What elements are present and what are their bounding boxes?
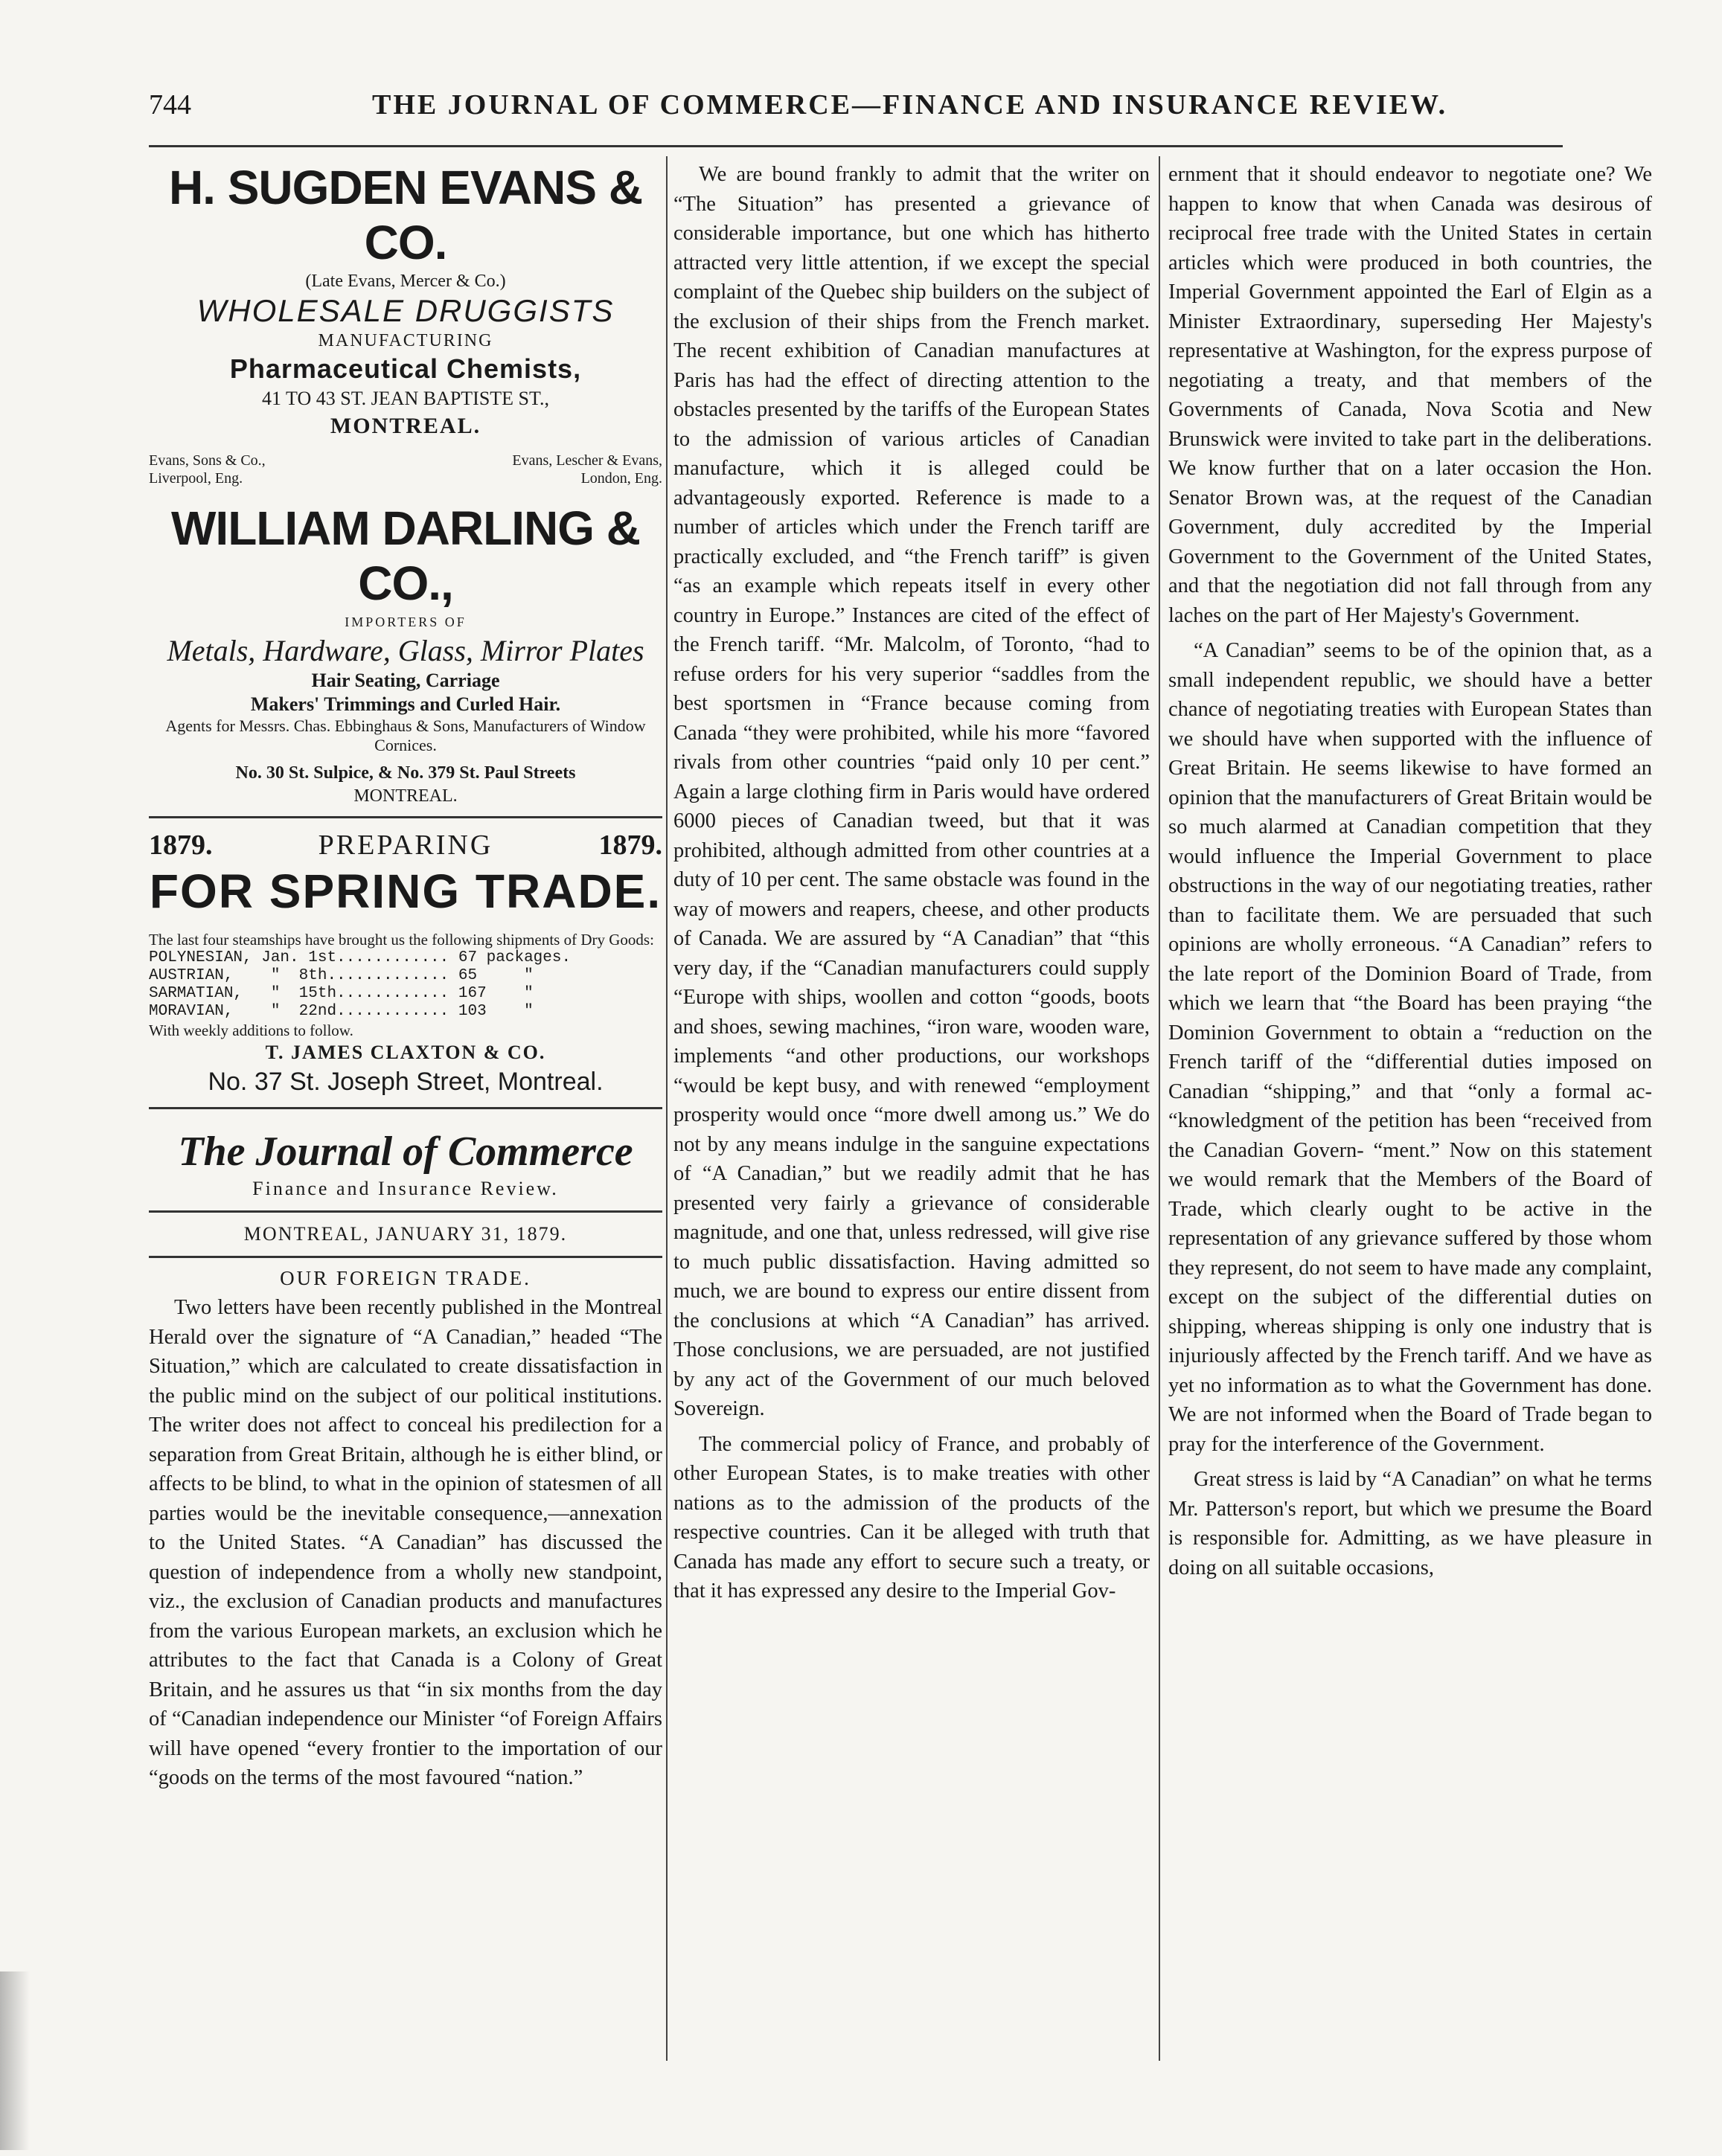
branch-right-name: Evans, Lescher & Evans, xyxy=(512,452,662,469)
ad-former-name: (Late Evans, Mercer & Co.) xyxy=(305,272,506,291)
shipment-item: MORAVIAN, " 22nd............ 103 " xyxy=(149,1003,534,1020)
ad-divider xyxy=(149,816,662,818)
ad-city: MONTREAL. xyxy=(353,786,458,806)
paragraph: “A Canadian” seems to be of the opinion that, as a small independent republic, we should have a better chance of negotiating treaties with European States than we should have when supported with the influence of Great Britain. He seems likewise to have formed an opinion that the manufacturers of Great Britain would be so much alarmed at Canadian competition that they would influence the Imperial Government to place obstructions in the way of our negotiating treaties, rather than to facilitate them. We are persuaded that such opinions are wholly erroneous. “A Canadian” refers to the late report of the Dominion Board of Trade, from which we learn that “the Board has been praying “the Dominion Government to obtain a “reduction on the French tariff of the “differential duties imposed on Canadian “shipping,” and that “only a formal ac- “knowledgment of the petition has been “received from the Canadian Govern- “ment.” Now on this statement we would remark that the Members of the Board of Trade, which clearly ought to be active in the representation of any grievance suffered by those whom they represent, do not seem to have made any complaint, except on the subject of the differential duties on shipping, whereas shipping is only one industry that is injuriously affected by the French tariff. And we have as yet no information as to what the Government has done. We are not informed when the Board of Trade began to pray for the interference of the Government. xyxy=(1168,639,1652,1456)
branch-left-city: Liverpool, Eng. xyxy=(149,470,243,487)
article-column-2 xyxy=(673,160,1150,1606)
dateline: MONTREAL, JANUARY 31, 1879. xyxy=(243,1223,568,1245)
claxton-ad xyxy=(149,827,662,1098)
paragraph: We are bound frankly to admit that the writer on “The Situation” has presented a grievance of considerable importance, but one which has hitherto attracted very little attention, if we except the special complaint of the Quebec ship builders on the subject of the exclusion of their ships from the French market. The recent exhibition of Canadian manufactures at Paris has had the effect of directing attention to the obstacles presented by the tariffs of the European States to the admission of various articles of Canadian manufacture, which it is alleged could be advantageously exported. Reference is made to a number of articles which under the French tariff are practically excluded, and “the French tariff” is given “as an example which repeats itself in every other country in Europe.” Instances are cited of the effect of the French tariff. “Mr. Malcolm, of Toronto, “had to refuse orders for his very superior “saddles from the best sportsmen in “France because coming from Canada “they were prohibited, while his more “favored rivals from other countries “paid only 10 per cent.” Again a large clothing firm in Paris would have ordered 6000 pieces of Canadian tweed, but that it was prohibited, although admitted from other countries at a duty of 10 per cent. The same obstacle was found in the way of mowers and reapers, cheese, and other products of Canada. We are assured by “A Canadian” that “this very day, if the “Canadian manufacturers could supply “Europe with ships, woollen and cotton “goods, boots and shoes, sewing machines, “iron ware, wooden ware, implements “and other productions, our workshops “would be kept busy, and with renewed “employment prosperity would once “more dwell among us.” We do not by any means indulge in the sanguine expectations of “A Canadian,” but we readily admit that he has presented very fairly a grievance of considerable magnitude, and one that, unless redressed, will give rise to much public dissatisfaction. Having admitted so much, we are bound to express our entire dissent from the conclusions at which “A Canadian” has arrived. Those conclusions, we are persuaded, are not justified by any act of the Government of our much beloved Sovereign. xyxy=(673,163,1150,1420)
shipment-item: POLYNESIAN, Jan. 1st............ 67 packages. xyxy=(149,949,572,966)
ad-address: 41 TO 43 ST. JEAN BAPTISTE ST., xyxy=(262,388,549,409)
masthead-rule xyxy=(149,1210,662,1213)
page-number: 744 xyxy=(149,89,191,121)
shipment-list xyxy=(149,949,662,1021)
article-title: OUR FOREIGN TRADE. xyxy=(280,1267,531,1289)
ad-divider xyxy=(149,1107,662,1109)
branch-right-city: London, Eng. xyxy=(580,470,662,487)
preparing-label: PREPARING xyxy=(318,830,493,861)
masthead-subtitle: Finance and Insurance Review. xyxy=(252,1178,559,1199)
year-left: 1879. xyxy=(149,830,213,861)
year-right: 1879. xyxy=(598,830,662,861)
ad-importers: IMPORTERS OF xyxy=(345,615,467,629)
header-rule xyxy=(149,145,1563,147)
ad-trade: WHOLESALE DRUGGISTS xyxy=(196,293,615,328)
masthead xyxy=(149,1127,662,1258)
ad-agents: Agents for Messrs. Chas. Ebbinghaus & Sons, Manufacturers of Window Cornices. xyxy=(165,716,646,754)
additions-note: With weekly additions to follow. xyxy=(149,1021,353,1039)
ad-chemists: Pharmaceutical Chemists, xyxy=(229,353,582,384)
ad-firm-name: WILLIAM DARLING & CO., xyxy=(171,501,640,610)
darling-ad xyxy=(149,501,662,807)
year-row xyxy=(149,827,662,863)
shipment-item: AUSTRIAN, " 8th............. 65 " xyxy=(149,967,534,984)
paragraph: The commercial policy of France, and probably of other European States, is to make treaties with other nations as to the admission of the products of the respective countries. Can it be alleged with truth that Canada has made any effort to secure such a treaty, or that it has expressed any desire to the Imperial Gov- xyxy=(673,1432,1150,1602)
sugden-evans-ad xyxy=(149,160,662,487)
left-column xyxy=(149,160,662,1793)
middle-column xyxy=(673,160,1150,1606)
claxton-firm: T. JAMES CLAXTON & CO. xyxy=(265,1042,546,1063)
article-column-3 xyxy=(1168,160,1652,1582)
spring-headline: FOR SPRING TRADE. xyxy=(149,864,662,918)
ad-city: MONTREAL. xyxy=(330,414,481,438)
claxton-address: No. 37 St. Joseph Street, Montreal. xyxy=(208,1068,604,1096)
page-header xyxy=(149,86,1563,138)
shipment-item: SARMATIAN, " 15th............ 167 " xyxy=(149,985,534,1002)
paragraph: ernment that it should endeavor to negotiate one? We happen to know that when Canada was desirous of reciprocal free trade with the United States in certain articles which were produced in both countries, the Imperial Government appointed the Earl of Elgin as a Minister Extraordinary, superseding Her Majesty's representative at Washington, for the express purpose of negotiating a treaty, and that members of the Governments of Canada, Nova Scotia and New Brunswick were invited to take part in the deliberations. We know further that on a later occasion the Hon. Senator Brown was, at the request of the Canadian Government, duly accredited by the Imperial Government to the Government of the United States, and that the negotiation did not fall through from any laches on the part of Her Majesty's Government. xyxy=(1168,163,1652,627)
ad-firm-name: H. SUGDEN EVANS & CO. xyxy=(168,161,643,269)
ad-address: No. 30 St. Sulpice, & No. 379 St. Paul Streets xyxy=(235,763,576,783)
ad-goods: Metals, Hardware, Glass, Mirror Plates xyxy=(167,634,644,667)
ad-line2: Makers' Trimmings and Curled Hair. xyxy=(250,693,561,715)
ad-line1: Hair Seating, Carriage xyxy=(311,670,500,691)
paragraph: Great stress is laid by “A Canadian” on what he terms Mr. Patterson's report, but which we presume the Board is responsible for. Admitting, as we have pleasure in doing on all suitable occasions, xyxy=(1168,1468,1652,1579)
masthead-rule xyxy=(149,1256,662,1258)
article-column-1 xyxy=(149,1293,662,1793)
ad-branches xyxy=(149,452,662,487)
scan-edge-smudge xyxy=(0,1971,30,2150)
right-column xyxy=(1168,160,1652,1582)
column-rule xyxy=(1159,156,1160,2061)
running-head: THE JOURNAL OF COMMERCE—FINANCE AND INSURANCE REVIEW. xyxy=(372,89,1448,121)
ad-manufacturing: MANUFACTURING xyxy=(318,331,493,350)
paragraph: Two letters have been recently published in the Montreal Herald over the signature of “A Canadian,” headed “The Situation,” which are calculated to create dissatisfaction in the public mind on the subject of our political institutions. The writer does not affect to conceal his predilection for a separation from Great Britain, although he is either blind, or affects to be blind, to what in the opinion of statesmen of all parties would be the inevitable consequence,—annexation to the United States. “A Canadian” has discussed the question of independence from a wholly new standpoint, viz., the exclusion of Canadian products and manufactures from the various European markets, an exclusion which he attributes to the fact that Canada is a Colony of Great Britain, and he assures us that “in six months from the day of “Canadian independence our Minister “of Foreign Affairs will have opened “every frontier to the importation of our “goods on the terms of the most favoured “nation.” xyxy=(149,1296,662,1789)
shipment-intro: The last four steamships have brought us the following shipments of Dry Goods: xyxy=(149,931,654,949)
branch-left-name: Evans, Sons & Co., xyxy=(149,452,266,469)
masthead-title: The Journal of Commerce xyxy=(178,1129,633,1175)
column-rule xyxy=(666,156,668,2061)
